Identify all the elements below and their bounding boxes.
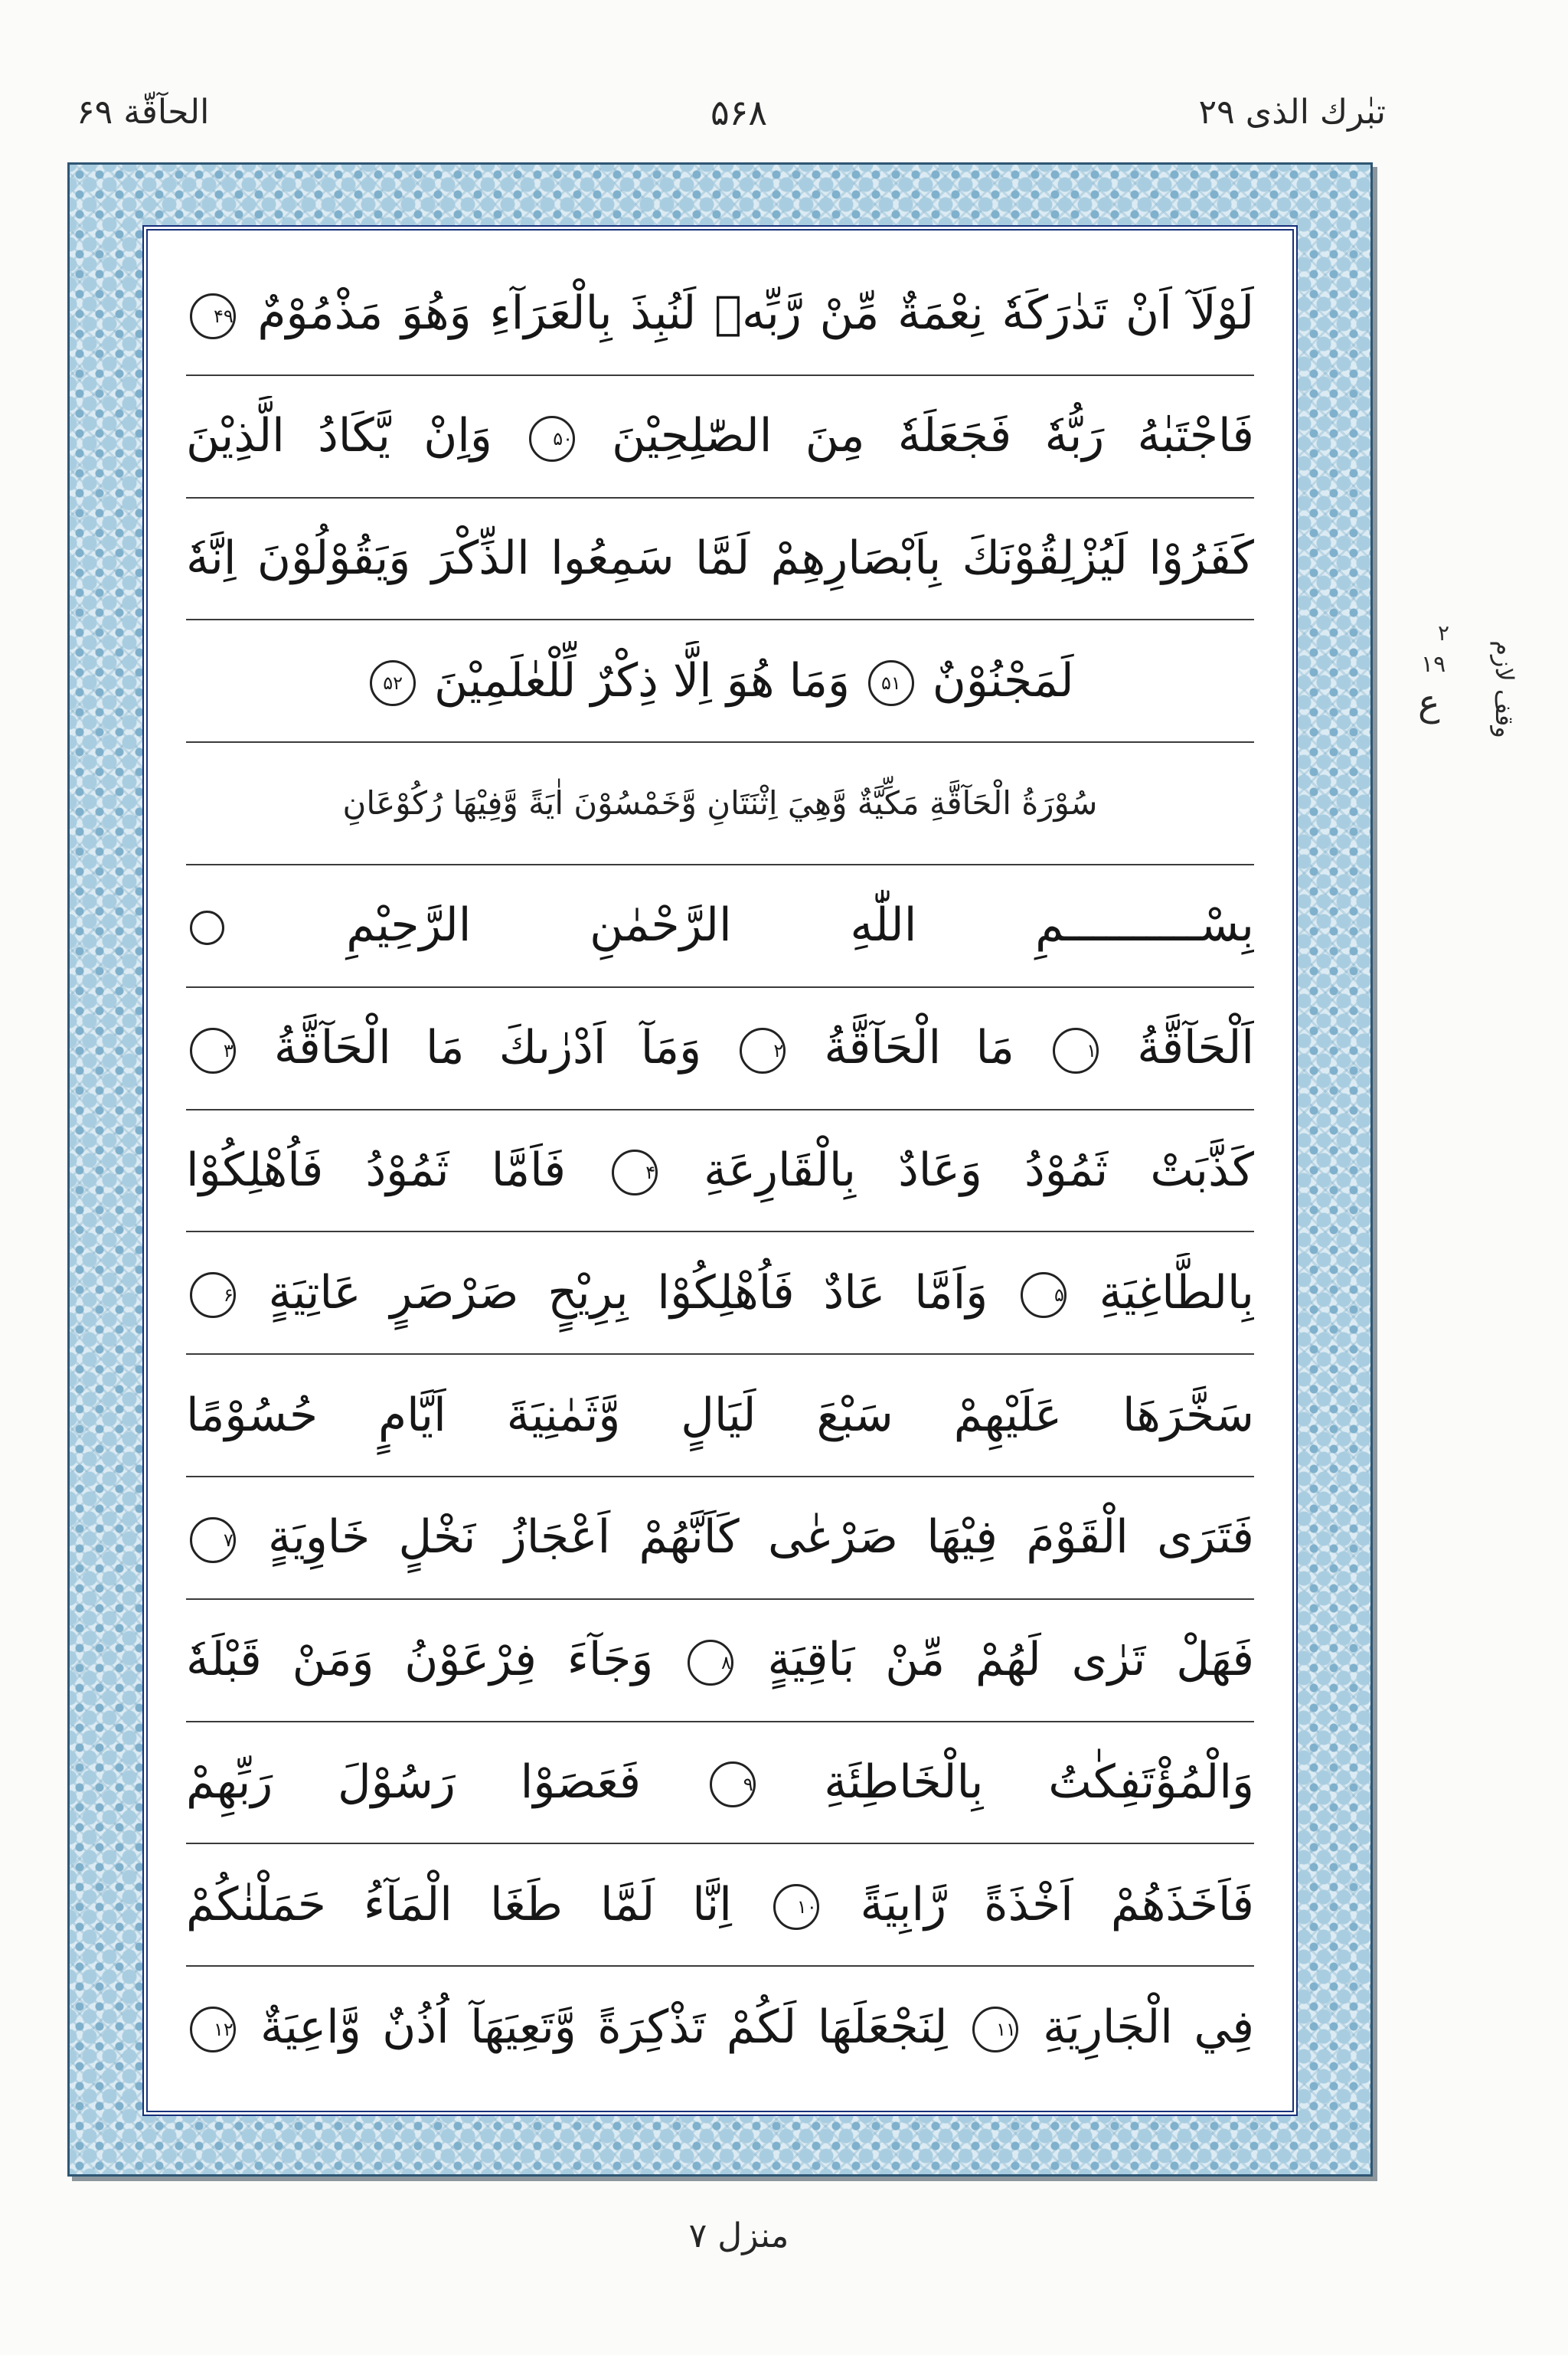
verse-line <box>186 1742 1254 1823</box>
bismillah-row <box>186 865 1254 988</box>
ayah-number: ۵۰ <box>553 427 573 450</box>
ayah-end-marker <box>972 2007 1018 2052</box>
ayah-number: ۵۲ <box>383 672 403 695</box>
ayah-number: ۱ <box>1086 1039 1097 1061</box>
verse-text: وَاَمَّا عَادٌ فَاُهْلِكُوْا بِرِيْحٍ صَرْصَرٍ عَاتِيَةٍ <box>268 1265 988 1320</box>
verse-text: فِي الْجَارِيَةِ <box>1043 2000 1254 2054</box>
ayah-number: ۱۱ <box>996 2018 1016 2040</box>
verse-line-row <box>186 1967 1254 2088</box>
surah-title <box>186 775 1254 832</box>
bismillah <box>186 885 1254 966</box>
ayah-end-marker <box>190 1272 236 1318</box>
ruku-sign <box>1407 620 1468 751</box>
verse-text: فَتَرَى الْقَوْمَ فِيْهَا صَرْعٰى كَاَنَّهُمْ اَعْجَازُ نَخْلٍ خَاوِيَةٍ <box>267 1510 1254 1565</box>
verse-text: فَاَخَذَهُمْ اَخْذَةً رَّابِيَةً <box>860 1877 1254 1931</box>
verse-text: وَمَا هُوَ اِلَّا ذِكْرٌ لِّلْعٰلَمِيْنَ <box>434 653 851 708</box>
verse-text: كَذَّبَتْ ثَمُوْدُ وَعَادٌ بِالْقَارِعَةِ <box>704 1143 1254 1197</box>
verse-line-row <box>186 1110 1254 1233</box>
verse-text: فَهَلْ تَرٰى لَهُمْ مِّنْ بَاقِيَةٍ <box>767 1633 1254 1687</box>
manzil-label: منزل ۷ <box>688 2216 789 2255</box>
verse-text: فَاَمَّا ثَمُوْدُ فَاُهْلِكُوْا <box>186 1143 567 1197</box>
ayah-number: ۱۲ <box>214 2018 234 2040</box>
verse-line <box>186 1130 1254 1211</box>
ayah-number: ۳ <box>223 1039 234 1061</box>
ayah-end-marker <box>740 1028 786 1074</box>
ayah-number: ۷ <box>223 1529 234 1551</box>
ayah-number: ۸ <box>721 1651 731 1673</box>
verse-line <box>186 1497 1254 1578</box>
ayah-end-marker <box>190 1028 236 1074</box>
verse-text: سُوْرَةُ الْحَآقَّةِ مَكِّيَّةٌ وَّهِيَ اِثْنَتَانِ وَّخَمْسُوْنَ اٰيَةً وَّفِيْهَا رُكُوْعَانِ <box>342 784 1098 823</box>
verse-line <box>186 1008 1254 1088</box>
verse-line-row <box>186 1477 1254 1600</box>
verse-text: وَجَآءَ فِرْعَوْنُ وَمَنْ قَبْلَهٗ <box>186 1633 654 1687</box>
ayah-end-marker <box>190 293 236 339</box>
ayah-end-marker <box>1021 1272 1067 1318</box>
ayah-number: ۱۰ <box>796 1896 817 1918</box>
waqf-note: وقف لازم <box>1490 640 1519 738</box>
verse-text: لَمَجْنُوْنٌ <box>932 653 1074 708</box>
verse-text: وَمَآ اَدْرٰىكَ مَا الْحَآقَّةُ <box>273 1021 702 1075</box>
ayah-number: ۵۱ <box>881 672 901 695</box>
ruku-number: ۲ <box>1438 620 1450 646</box>
ayah-end-marker <box>370 660 416 706</box>
ayah-number: ۹ <box>743 1774 753 1796</box>
verse-text: مَا الْحَآقَّةُ <box>824 1021 1014 1075</box>
ayah-end-marker <box>190 1517 236 1563</box>
verse-text: بِالطَّاغِيَةِ <box>1099 1265 1254 1320</box>
ayah-number: ۴۹ <box>214 305 234 327</box>
page-number: ۵۶۸ <box>710 92 768 133</box>
verse-line <box>186 518 1254 599</box>
verse-text: فَعَصَوْا رَسُوْلَ رَبِّهِمْ <box>186 1755 641 1809</box>
verse-line <box>186 396 1254 476</box>
verse-text: فَاجْتَبٰهُ رَبُّهٗ فَجَعَلَهٗ مِنَ الصّٰلِحِيْنَ <box>612 409 1254 463</box>
surah-running-title: الحآقّة ۶۹ <box>77 93 210 132</box>
verse-line <box>186 1620 1254 1700</box>
ayah-end-marker <box>612 1150 658 1195</box>
verse-text: سَخَّرَهَا عَلَيْهِمْ سَبْعَ لَيَالٍ وَّثَمٰنِيَةَ اَيَّامٍ حُسُوْمًا <box>186 1388 1254 1442</box>
verse-line-row <box>186 1232 1254 1355</box>
verse-line <box>186 1865 1254 1945</box>
ayah-end-marker <box>190 2007 236 2052</box>
verse-text: وَاِنْ يَّكَادُ الَّذِيْنَ <box>186 409 492 463</box>
margin-note <box>1401 613 1524 774</box>
verse-line-row <box>186 988 1254 1110</box>
verse-line-row <box>186 1844 1254 1967</box>
verse-text: لِنَجْعَلَهَا لَكُمْ تَذْكِرَةً وَّتَعِيَهَآ اُذُنٌ وَّاعِيَةٌ <box>260 2000 948 2054</box>
verse-line-row <box>186 499 1254 621</box>
surah-title-row <box>186 743 1254 865</box>
ayah-end-marker <box>688 1640 733 1686</box>
circle-icon <box>190 911 224 945</box>
juz-running-title: تبٰرك الذى ۲۹ <box>1198 93 1386 132</box>
ruku-ayah-count: ۱۹ <box>1421 651 1446 678</box>
ayah-end-marker <box>868 660 914 706</box>
ruku-letter: ع <box>1418 682 1440 724</box>
verse-line-row <box>186 376 1254 499</box>
verse-line-row <box>186 620 1254 743</box>
ayah-end-marker <box>710 1761 756 1807</box>
ayah-end-marker <box>1053 1028 1099 1074</box>
verse-text: لَوْلَآ اَنْ تَدٰرَكَهٗ نِعْمَةٌ مِّنْ رَّبِّهٖ لَنُبِذَ بِالْعَرَآءِ وَهُوَ مَذْمُوْمٌ <box>257 286 1254 341</box>
verse-line <box>186 1375 1254 1456</box>
verse-text: كَفَرُوْا لَيُزْلِقُوْنَكَ بِاَبْصَارِهِمْ لَمَّا سَمِعُوا الذِّكْرَ وَيَقُوْلُوْنَ اِنَّهٗ <box>186 531 1254 585</box>
verse-line <box>186 1253 1254 1333</box>
verse-line <box>186 1987 1254 2068</box>
ayah-end-marker <box>773 1884 819 1930</box>
ayah-end-marker <box>529 416 575 462</box>
verse-line-row <box>186 253 1254 376</box>
verse-line <box>186 273 1254 354</box>
verse-text: اَلْحَآقَّةُ <box>1137 1021 1254 1075</box>
ayah-number: ۴ <box>645 1162 656 1184</box>
text-panel <box>142 225 1298 2116</box>
ayah-number: ۵ <box>1054 1284 1064 1307</box>
verse-text: بِسْــــــــــمِ اللّٰهِ الرَّحْمٰنِ الرَّحِيْمِ <box>346 898 1254 953</box>
verse-line-row <box>186 1355 1254 1477</box>
verse-line-row <box>186 1722 1254 1845</box>
ayah-number: ۶ <box>223 1284 234 1307</box>
verse-text: اِنَّا لَمَّا طَغَا الْمَآءُ حَمَلْنٰكُمْ <box>186 1877 732 1931</box>
verse-line-row <box>186 1600 1254 1722</box>
verse-text: وَالْمُؤْتَفِكٰتُ بِالْخَاطِئَةِ <box>824 1755 1254 1809</box>
ayah-number: ۲ <box>773 1039 784 1061</box>
verse-line <box>186 641 1254 721</box>
